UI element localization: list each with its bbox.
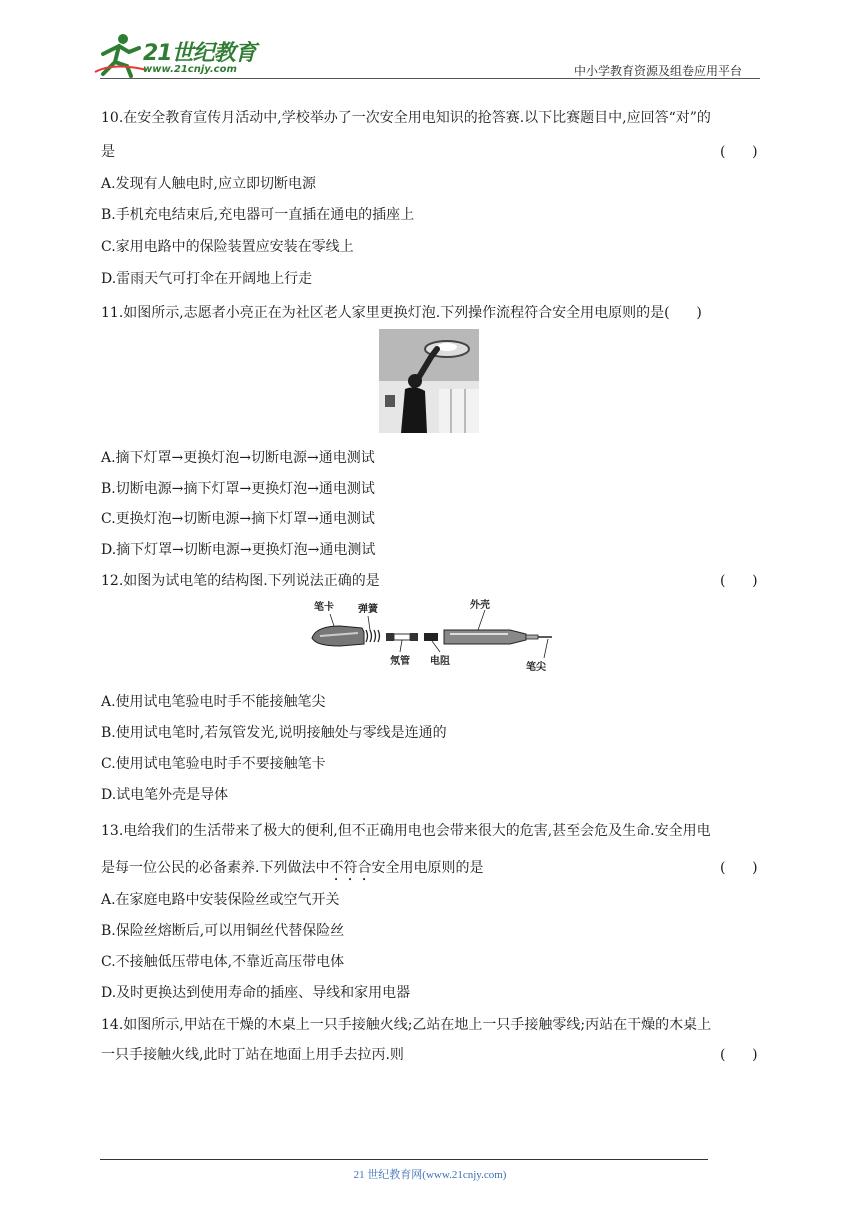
header-divider (100, 78, 760, 79)
logo-title: 21世纪教育 (143, 41, 256, 66)
q11-option-b: B.切断电源→摘下灯罩→更换灯泡→通电测试 (101, 481, 375, 497)
q10-stem-line1: 10.在安全教育宣传月活动中,学校举办了一次安全用电知识的抢答赛.以下比赛题目中,应回答“对”的 (101, 110, 711, 126)
q12-test-pen-diagram (300, 596, 560, 678)
q12-stem: 12.如图为试电笔的结构图.下列说法正确的是 (101, 573, 380, 589)
q14-answer-blank: ( ) (720, 1047, 758, 1063)
label-resistor: 电阻 (430, 656, 450, 667)
q13-stem-post: 安全用电原则的是 (371, 860, 484, 876)
q13-stem-pre: 是每一位公民的必备素养.下列做法中 (101, 860, 330, 876)
q12-option-c: C.使用试电笔验电时手不要接触笔卡 (101, 756, 326, 772)
q13-stem-line1: 13.电给我们的生活带来了极大的便利,但不正确用电也会带来很大的危害,甚至会危及生命.安全用电 (101, 823, 711, 839)
q11-option-d: D.摘下灯罩→切断电源→更换灯泡→通电测试 (101, 542, 376, 558)
header-logo (93, 30, 263, 80)
q11-stem (101, 303, 702, 323)
q10-option-d: D.雷雨天气可打伞在开阔地上行走 (101, 271, 313, 287)
logo-url: www.21cnjy.com (143, 64, 237, 75)
label-cap: 笔卡 (314, 602, 334, 613)
q10-answer-blank: ( ) (720, 144, 758, 160)
q10-option-a: A.发现有人触电时,应立即切断电源 (101, 176, 317, 192)
q13-option-a: A.在家庭电路中安装保险丝或空气开关 (101, 892, 340, 908)
platform-name: 中小学教育资源及组卷应用平台 (574, 64, 743, 78)
footer-text: 21 世纪教育网(www.21cnjy.com) (353, 1169, 507, 1181)
q11-stem-text: 11.如图所示,志愿者小亮正在为社区老人家里更换灯泡.下列操作流程符合安全用电原则的是( (101, 305, 670, 321)
q13-option-d: D.及时更换达到使用寿命的插座、导线和家用电器 (101, 985, 411, 1001)
label-tip: 笔尖 (526, 662, 546, 673)
q10-option-b: B.手机充电结束后,充电器可一直插在通电的插座上 (101, 207, 415, 223)
q12-option-b: B.使用试电笔时,若氖管发光,说明接触处与零线是连通的 (101, 725, 447, 741)
q11-option-c: C.更换灯泡→切断电源→摘下灯罩→通电测试 (101, 511, 375, 527)
q12-option-a: A.使用试电笔验电时手不能接触笔尖 (101, 694, 326, 710)
q10-stem-line2: 是 (101, 144, 115, 160)
q13-option-c: C.不接触低压带电体,不靠近高压带电体 (101, 954, 345, 970)
q13-option-b: B.保险丝熔断后,可以用铜丝代替保险丝 (101, 923, 345, 939)
runner-logo-icon (93, 32, 149, 78)
label-neon: 氖管 (390, 656, 410, 667)
q11-answer-blank: ) (669, 305, 702, 321)
q11-option-a: A.摘下灯罩→更换灯泡→切断电源→通电测试 (101, 450, 375, 466)
q13-answer-blank: ( ) (720, 860, 758, 876)
footer-divider (100, 1159, 708, 1160)
q13-emphasis: 不符合 (329, 860, 372, 876)
q14-stem-line2: 一只手接触火线,此时丁站在地面上用手去拉丙.则 (101, 1047, 404, 1063)
label-shell: 外壳 (470, 600, 490, 611)
q10-option-c: C.家用电路中的保险装置应安装在零线上 (101, 239, 354, 255)
q13-stem-line2 (101, 858, 483, 884)
label-spring: 弹簧 (358, 604, 378, 615)
q14-stem-line1: 14.如图所示,甲站在干燥的木桌上一只手接触火线;乙站在地上一只手接触零线;丙站在干燥的木桌上 (101, 1017, 712, 1033)
q12-option-d: D.试电笔外壳是导体 (101, 787, 229, 803)
q12-answer-blank: ( ) (720, 573, 758, 589)
q11-photo (379, 329, 479, 433)
